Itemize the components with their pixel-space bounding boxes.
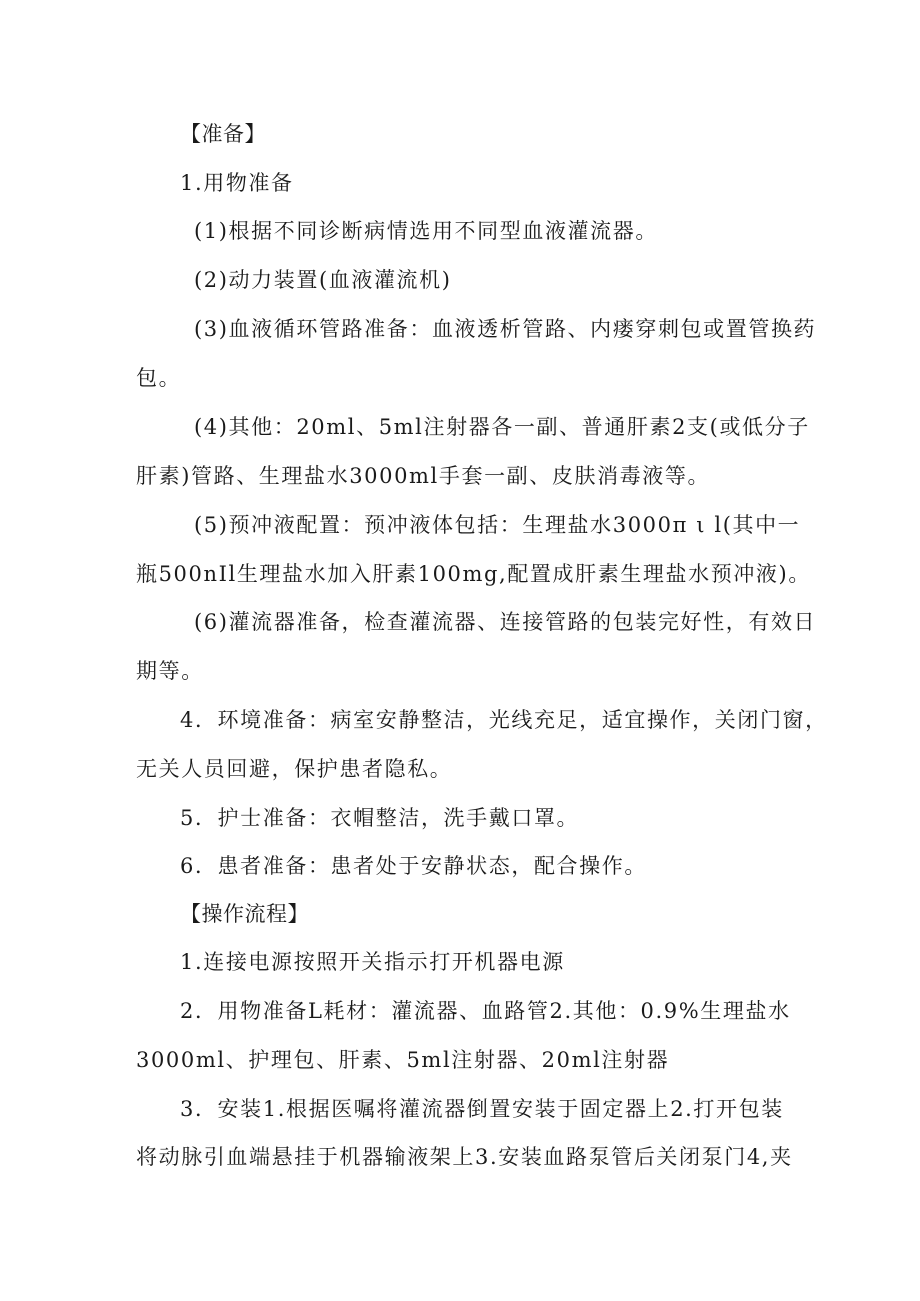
- flow-step-2-line2: 3000ml、护理包、肝素、5ml注射器、20ml注射器: [136, 1048, 670, 1072]
- item-1-title: 1.用物准备: [180, 171, 294, 195]
- item-5: 5．护士准备：衣帽整洁，洗手戴口罩。: [180, 806, 580, 830]
- item-4-line1: 4．环境准备：病室安静整洁，光线充足，适宜操作，关闭门窗，: [180, 708, 828, 732]
- sub-item-6-line2: 期等。: [136, 659, 204, 683]
- section-heading-flow: 【操作流程】: [180, 902, 309, 926]
- sub-item-4-line2: 肝素)管路、生理盐水3000ml手套一副、皮肤消毒液等。: [136, 464, 711, 488]
- section-heading-prep: 【准备】: [180, 122, 266, 146]
- sub-item-5-line2: 瓶500nIl生理盐水加入肝素100mg,配置成肝素生理盐水预冲液)。: [136, 562, 811, 586]
- flow-step-2-line1: 2．用物准备L耗材：灌流器、血路管2.其他：0.9%生理盐水: [180, 999, 791, 1023]
- sub-item-4-line1: (4)其他：20ml、5ml注射器各一副、普通肝素2支(或低分子: [194, 415, 810, 439]
- sub-item-5-line1: (5)预冲液配置：预冲液体包括：生理盐水3000π ι l(其中一: [194, 513, 801, 537]
- sub-item-6-line1: (6)灌流器准备，检查灌流器、连接管路的包装完好性，有效日: [194, 610, 817, 634]
- sub-item-1: (1)根据不同诊断病情选用不同型血液灌流器。: [194, 219, 658, 243]
- sub-item-3-line2: 包。: [136, 366, 182, 390]
- flow-step-3-line2: 将动脉引血端悬挂于机器输液架上3.安装血路泵管后关闭泵门4,夹: [136, 1145, 793, 1169]
- item-4-line2: 无关人员回避，保护患者隐私。: [136, 757, 453, 781]
- sub-item-3-line1: (3)血液循环管路准备：血液透析管路、内瘘穿刺包或置管换药: [194, 317, 817, 341]
- flow-step-3-line1: 3．安装1.根据医嘱将灌流器倒置安装于固定器上2.打开包装: [180, 1097, 784, 1121]
- flow-step-1: 1.连接电源按照开关指示打开机器电源: [180, 950, 565, 974]
- item-6: 6．患者准备：患者处于安静状态，配合操作。: [180, 854, 647, 878]
- sub-item-2: (2)动力装置(血液灌流机): [194, 268, 452, 292]
